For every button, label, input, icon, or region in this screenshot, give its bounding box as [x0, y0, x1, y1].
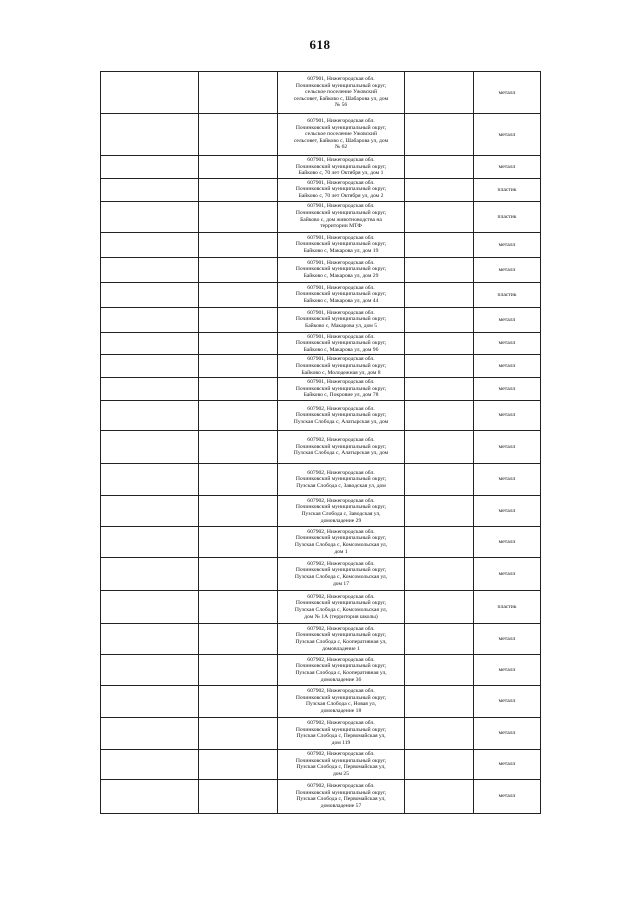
table-row — [101, 232, 541, 257]
table-row — [101, 400, 541, 430]
empty-cell-2 — [199, 526, 278, 557]
table-row — [101, 654, 541, 685]
address-cell: 607901, Нижегородская обл. Починковский муниципальный округ, Байково с, Макарова ул, дом 29 — [278, 257, 405, 282]
empty-cell-3 — [405, 257, 474, 282]
empty-cell-3 — [405, 623, 474, 654]
empty-cell-1 — [101, 232, 199, 257]
table-row — [101, 557, 541, 590]
empty-cell-1 — [101, 463, 199, 495]
table-row — [101, 623, 541, 654]
address-cell: 607901, Нижегородская обл. Починковский муниципальный округ, Байково с, Макарова ул, дом 44 — [278, 282, 405, 307]
empty-cell-2 — [199, 623, 278, 654]
address-cell: 607901, Нижегородская обл. Починковский муниципальный округ, Байково с, Макарова ул, дом 5 — [278, 307, 405, 332]
material-cell: металл — [474, 156, 541, 179]
empty-cell-1 — [101, 526, 199, 557]
material-cell: металл — [474, 654, 541, 685]
empty-cell-3 — [405, 463, 474, 495]
page-number: 618 — [309, 37, 331, 52]
table-row — [101, 495, 541, 526]
table-row — [101, 378, 541, 401]
address-cell: 607902, Нижегородская обл. Починковский муниципальный округ, Пузская Слобода с, Алатырская ул, дом — [278, 400, 405, 430]
empty-cell-1 — [101, 355, 199, 378]
address-cell: 607902, Нижегородская обл. Починковский муниципальный округ, Пузская Слобода с, Заводская ул, домовладение 29 — [278, 495, 405, 526]
empty-cell-3 — [405, 232, 474, 257]
address-cell: 607902, Нижегородская обл. Починковский муниципальный округ, Пузская Слобода с, Кооперативная ул, домовладение 36 — [278, 654, 405, 685]
empty-cell-3 — [405, 156, 474, 179]
empty-cell-2 — [199, 307, 278, 332]
table-row — [101, 590, 541, 623]
empty-cell-2 — [199, 355, 278, 378]
table-row — [101, 355, 541, 378]
empty-cell-1 — [101, 178, 199, 201]
empty-cell-1 — [101, 282, 199, 307]
empty-cell-1 — [101, 257, 199, 282]
empty-cell-2 — [199, 590, 278, 623]
material-cell: металл — [474, 623, 541, 654]
empty-cell-3 — [405, 355, 474, 378]
material-cell: металл — [474, 463, 541, 495]
material-cell: пластик — [474, 201, 541, 232]
empty-cell-3 — [405, 201, 474, 232]
empty-cell-3 — [405, 378, 474, 401]
material-cell: металл — [474, 717, 541, 749]
table-row — [101, 779, 541, 813]
address-cell: 607901, Нижегородская обл. Починковский муниципальный округ, сельское поселение Ужовский сельсовет, Байково с, Шабарова ул, дом № 56 — [278, 72, 405, 114]
empty-cell-2 — [199, 114, 278, 156]
address-cell: 607901, Нижегородская обл. Починковский муниципальный округ, Байково с, Макарова ул, дом 96 — [278, 332, 405, 355]
address-cell: 607902, Нижегородская обл. Починковский муниципальный округ, Пузская Слобода с, Комсомольская ул, дом 1 — [278, 526, 405, 557]
empty-cell-2 — [199, 232, 278, 257]
empty-cell-3 — [405, 749, 474, 779]
empty-cell-2 — [199, 178, 278, 201]
empty-cell-1 — [101, 307, 199, 332]
empty-cell-2 — [199, 400, 278, 430]
material-cell: металл — [474, 257, 541, 282]
table-row — [101, 257, 541, 282]
empty-cell-2 — [199, 201, 278, 232]
empty-cell-3 — [405, 282, 474, 307]
empty-cell-1 — [101, 749, 199, 779]
address-cell: 607902, Нижегородская обл. Починковский муниципальный округ, Пузская Слобода с, Алатырская ул, дом — [278, 430, 405, 463]
empty-cell-3 — [405, 654, 474, 685]
table-row — [101, 156, 541, 179]
empty-cell-3 — [405, 400, 474, 430]
empty-cell-3 — [405, 178, 474, 201]
address-cell: 607901, Нижегородская обл. Починковский муниципальный округ, Байково с, Покровие ул, дом 78 — [278, 378, 405, 401]
empty-cell-1 — [101, 430, 199, 463]
empty-cell-2 — [199, 282, 278, 307]
table-row — [101, 463, 541, 495]
material-cell: металл — [474, 232, 541, 257]
empty-cell-1 — [101, 156, 199, 179]
material-cell: металл — [474, 495, 541, 526]
empty-cell-1 — [101, 201, 199, 232]
empty-cell-1 — [101, 717, 199, 749]
table-row — [101, 307, 541, 332]
empty-cell-1 — [101, 623, 199, 654]
empty-cell-2 — [199, 72, 278, 114]
empty-cell-2 — [199, 749, 278, 779]
address-cell: 607901, Нижегородская обл. Починковский муниципальный округ, Байково с, дом животноводства на территории МТФ — [278, 201, 405, 232]
empty-cell-3 — [405, 114, 474, 156]
material-cell: металл — [474, 779, 541, 813]
empty-cell-1 — [101, 654, 199, 685]
address-cell: 607901, Нижегородская обл. Починковский муниципальный округ, Байково с, Макарова ул, дом 19 — [278, 232, 405, 257]
material-cell: металл — [474, 307, 541, 332]
empty-cell-2 — [199, 430, 278, 463]
empty-cell-3 — [405, 332, 474, 355]
empty-cell-3 — [405, 590, 474, 623]
empty-cell-3 — [405, 526, 474, 557]
empty-cell-1 — [101, 400, 199, 430]
empty-cell-1 — [101, 590, 199, 623]
empty-cell-3 — [405, 717, 474, 749]
empty-cell-2 — [199, 685, 278, 717]
empty-cell-2 — [199, 717, 278, 749]
empty-cell-1 — [101, 332, 199, 355]
material-cell: металл — [474, 526, 541, 557]
address-cell: 607902, Нижегородская обл. Починковский муниципальный округ, Пузская Слобода с, Первомайская ул, дом 119 — [278, 717, 405, 749]
table-row — [101, 332, 541, 355]
material-cell: металл — [474, 378, 541, 401]
material-cell: металл — [474, 557, 541, 590]
empty-cell-1 — [101, 557, 199, 590]
address-cell: 607901, Нижегородская обл. Починковский муниципальный округ, Байково с, Молодежная ул, дом 8 — [278, 355, 405, 378]
empty-cell-2 — [199, 156, 278, 179]
empty-cell-2 — [199, 463, 278, 495]
empty-cell-2 — [199, 257, 278, 282]
material-cell: металл — [474, 355, 541, 378]
table-row — [101, 72, 541, 114]
material-cell: металл — [474, 114, 541, 156]
address-cell: 607901, Нижегородская обл. Починковский муниципальный округ, Байково с, 70 лет Октября ул, дом 2 — [278, 178, 405, 201]
table-row — [101, 685, 541, 717]
material-cell: металл — [474, 685, 541, 717]
container-sites-table — [100, 71, 541, 814]
empty-cell-3 — [405, 495, 474, 526]
empty-cell-2 — [199, 654, 278, 685]
material-cell: металл — [474, 400, 541, 430]
empty-cell-2 — [199, 378, 278, 401]
empty-cell-2 — [199, 557, 278, 590]
material-cell: пластик — [474, 178, 541, 201]
empty-cell-3 — [405, 779, 474, 813]
address-cell: 607901, Нижегородская обл. Починковский муниципальный округ, Байково с, 70 лет Октября ул, дом 1 — [278, 156, 405, 179]
empty-cell-3 — [405, 430, 474, 463]
empty-cell-1 — [101, 495, 199, 526]
material-cell: пластик — [474, 590, 541, 623]
address-cell: 607902, Нижегородская обл. Починковский муниципальный округ, Пузская Слобода с, Первомайская ул, дом 25 — [278, 749, 405, 779]
material-cell: металл — [474, 749, 541, 779]
address-cell: 607902, Нижегородская обл. Починковский муниципальный округ, Пузская Слобода с, Первомайская ул, домовладение 57 — [278, 779, 405, 813]
table-row — [101, 282, 541, 307]
material-cell: пластик — [474, 282, 541, 307]
empty-cell-2 — [199, 332, 278, 355]
table-row — [101, 430, 541, 463]
material-cell: металл — [474, 72, 541, 114]
empty-cell-3 — [405, 307, 474, 332]
table-row — [101, 526, 541, 557]
address-cell: 607902, Нижегородская обл. Починковский муниципальный округ, Пузская Слобода с, Кооперативная ул, домовладение 1 — [278, 623, 405, 654]
empty-cell-2 — [199, 495, 278, 526]
table-row — [101, 178, 541, 201]
empty-cell-3 — [405, 685, 474, 717]
empty-cell-3 — [405, 72, 474, 114]
table-row — [101, 749, 541, 779]
material-cell: металл — [474, 430, 541, 463]
address-cell: 607901, Нижегородская обл. Починковский муниципальный округ, сельское поселение Ужовский сельсовет, Байково с, Шабарова ул, дом № 62 — [278, 114, 405, 156]
address-cell: 607902, Нижегородская обл. Починковский муниципальный округ, Пузская Слобода с, Комсомольская ул, дом № 1А (территория школы) — [278, 590, 405, 623]
table-row — [101, 201, 541, 232]
empty-cell-1 — [101, 378, 199, 401]
address-cell: 607902, Нижегородская обл. Починковский муниципальный округ, Пузская Слобода с, Заводская ул, дом — [278, 463, 405, 495]
address-cell: 607902, Нижегородская обл. Починковский муниципальный округ, Пузская Слобода с, Комсомольская ул, дом 17 — [278, 557, 405, 590]
empty-cell-1 — [101, 114, 199, 156]
empty-cell-1 — [101, 72, 199, 114]
empty-cell-1 — [101, 779, 199, 813]
material-cell: металл — [474, 332, 541, 355]
address-cell: 607902, Нижегородская обл. Починковский муниципальный округ, Пузская Слобода с, Новая ул, домовладение 18 — [278, 685, 405, 717]
empty-cell-1 — [101, 685, 199, 717]
empty-cell-3 — [405, 557, 474, 590]
empty-cell-2 — [199, 779, 278, 813]
table-row — [101, 114, 541, 156]
table-row — [101, 717, 541, 749]
